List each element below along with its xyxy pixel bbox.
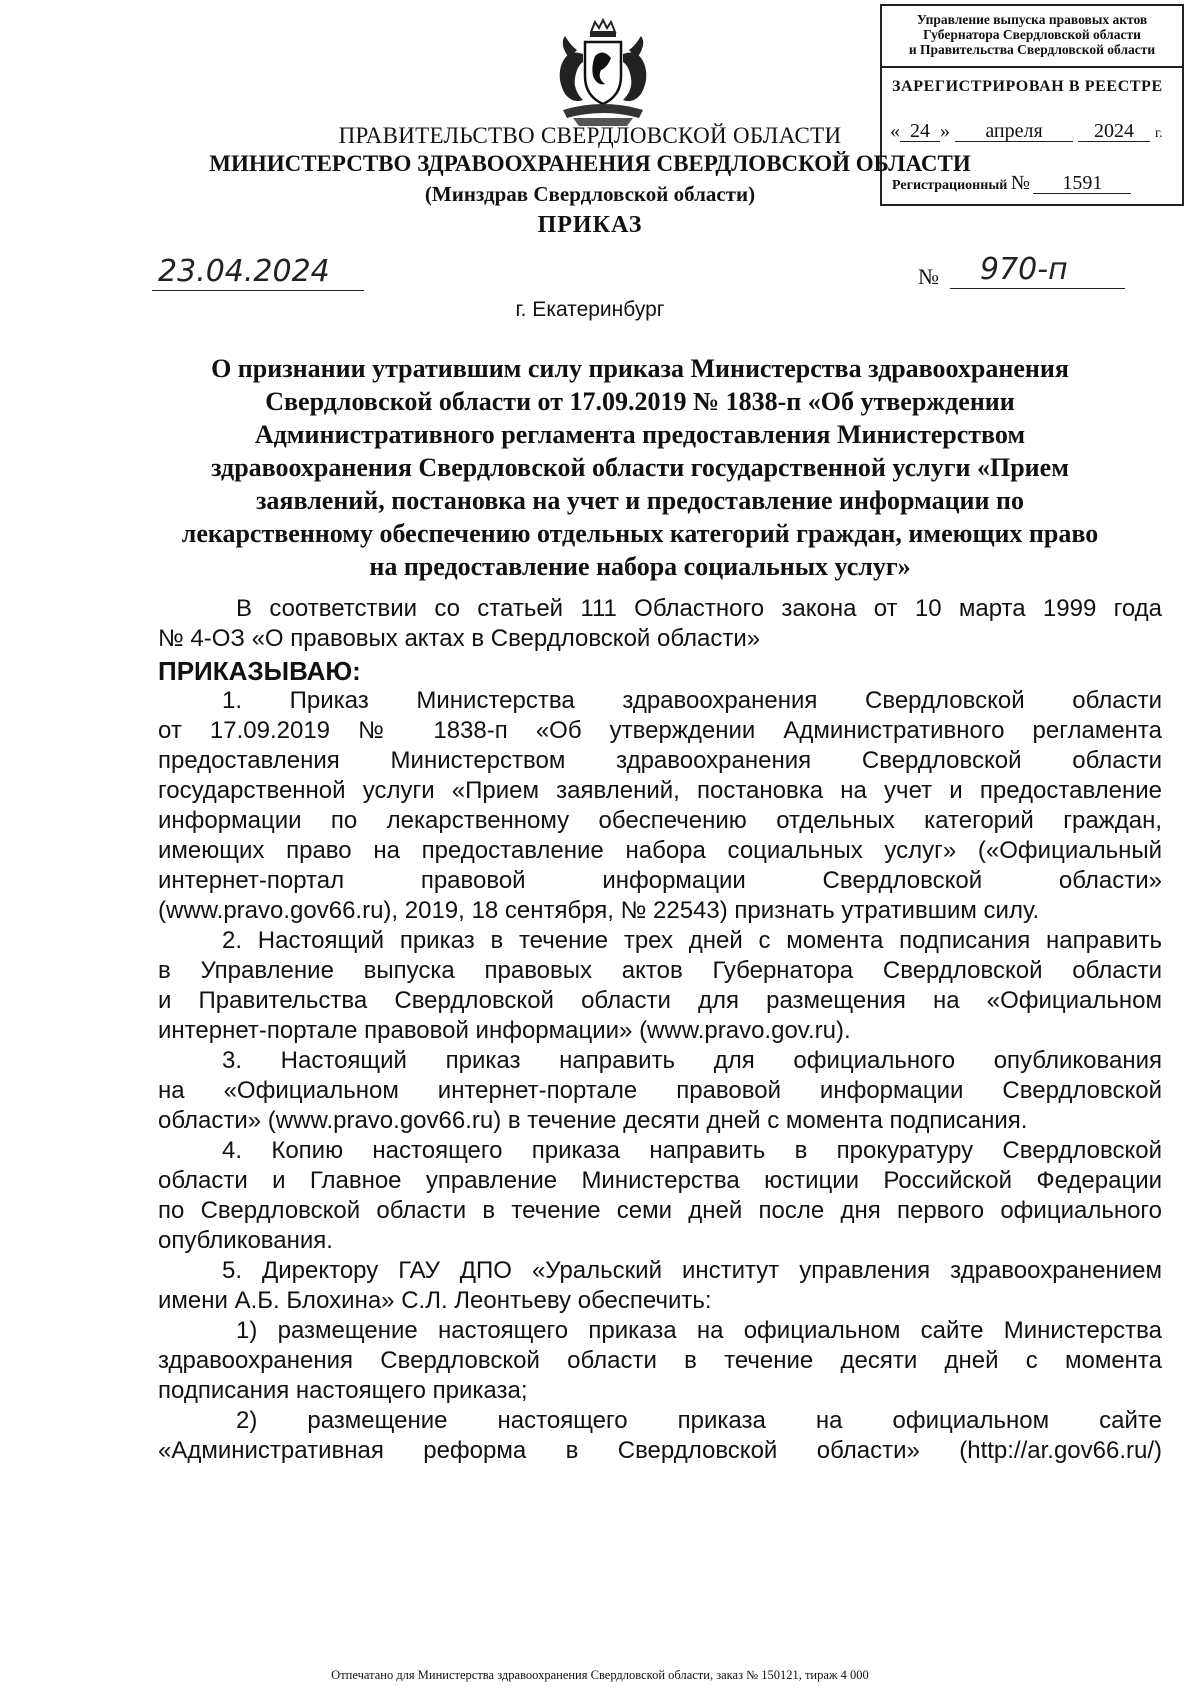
body-line: имеющих право на предоставление набора социальных услуг» («Официальный <box>158 837 1162 864</box>
stamp-reg-number-label: Регистрационный <box>892 178 1008 193</box>
stamp-header <box>882 12 1182 57</box>
body-line: предоставления Министерством здравоохранения Свердловской области <box>158 747 1162 774</box>
title-line: здравоохранения Свердловской области государственной услуги «Прием <box>211 453 1069 482</box>
stamp-registered-label: ЗАРЕГИСТРИРОВАН В РЕЕСТРЕ <box>892 78 1163 95</box>
stamp-close-quote: » <box>940 120 950 142</box>
handwritten-date: 23.04.2024 <box>152 254 364 291</box>
body-line: интернет-портал правовой информации Свердловской области» <box>158 867 1162 894</box>
body-line: 1. Приказ Министерства здравоохранения Свердловской области <box>222 687 1162 714</box>
government-name: ПРАВИТЕЛЬСТВО СВЕРДЛОВСКОЙ ОБЛАСТИ <box>338 123 842 148</box>
title-line: Административного регламента предоставления Министерством <box>254 420 1026 449</box>
title-line: лекарственному обеспечению отдельных категорий граждан, имеющих право <box>181 519 1099 548</box>
body-line: информации по лекарственному обеспечению отдельных категорий граждан, <box>158 807 1162 834</box>
body-line: 2. Настоящий приказ в течение трех дней с момента подписания направить <box>222 927 1162 954</box>
body-line: 5. Директору ГАУ ДПО «Уральский институт управления здравоохранением <box>222 1257 1162 1284</box>
body-line: области и Главное управление Министерства юстиции Российской Федерации <box>158 1167 1162 1194</box>
order-number-sign: № <box>918 264 939 289</box>
body-line: и Правительства Свердловской области для размещения на «Официальном <box>158 987 1162 1014</box>
coat-of-arms-emblem <box>543 18 663 130</box>
body-line: «Административная реформа в Свердловской области» (http://ar.gov66.ru/) <box>158 1437 1162 1464</box>
ministry-name: МИНИСТЕРСТВО ЗДРАВООХРАНЕНИЯ СВЕРДЛОВСКОЙ ОБЛАСТИ <box>209 151 971 176</box>
body-line: подписания настоящего приказа; <box>158 1377 528 1404</box>
body-line: на «Официальном интернет-портале правовой информации Свердловской <box>158 1077 1162 1104</box>
body-line: имени А.Б. Блохина» С.Л. Леонтьеву обеспечить: <box>158 1287 712 1314</box>
order-title: ПРИКАЗ <box>537 212 643 238</box>
title-line: Свердловской области от 17.09.2019 № 1838-п «Об утверждении <box>265 387 1015 416</box>
body-line: 2) размещение настоящего приказа на официальном сайте <box>236 1407 1162 1434</box>
body-line: 4. Копию настоящего приказа направить в прокуратуру Свердловской <box>222 1137 1162 1164</box>
body-line: здравоохранения Свердловской области в течение десяти дней с момента <box>158 1347 1162 1374</box>
stamp-year-suffix: г. <box>1155 126 1163 141</box>
stamp-header-line: Управление выпуска правовых актов <box>916 12 1148 27</box>
handwritten-order-number: 970-п <box>950 252 1125 289</box>
body-line: 1) размещение настоящего приказа на официальном сайте Министерства <box>236 1317 1162 1344</box>
orders-word: ПРИКАЗЫВАЮ: <box>158 656 361 686</box>
body-line: В соответствии со статьей 111 Областного закона от 10 марта 1999 года <box>236 595 1162 622</box>
body-line: в Управление выпуска правовых актов Губернатора Свердловской области <box>158 957 1162 984</box>
body-line: по Свердловской области в течение семи дней после дня первого официального <box>158 1197 1162 1224</box>
body-line: опубликования. <box>158 1227 333 1254</box>
stamp-header-line: и Правительства Свердловской области <box>908 42 1156 57</box>
stamp-day: 24 <box>900 121 940 142</box>
stamp-divider <box>882 66 1182 68</box>
stamp-month: апреля <box>955 121 1073 142</box>
title-line: на предоставление набора социальных услуг» <box>369 552 911 581</box>
stamp-reg-number: 1591 <box>1033 173 1131 194</box>
title-line: заявлений, постановка на учет и предоставление информации по <box>255 486 1024 515</box>
body-line: № 4-ОЗ «О правовых актах в Свердловской области» <box>158 625 761 652</box>
body-line: (www.pravo.gov66.ru), 2019, 18 сентября, № 22543) признать утратившим силу. <box>158 897 1040 924</box>
city: г. Екатеринбург <box>515 298 665 321</box>
ministry-short-name: (Минздрав Свердловской области) <box>424 182 756 206</box>
stamp-open-quote: « <box>890 120 900 142</box>
stamp-header-line: Губернатора Свердловской области <box>923 27 1141 42</box>
body-line: от 17.09.2019 № 1838-п «Об утверждении Административного регламента <box>158 717 1162 744</box>
body-line: 3. Настоящий приказ направить для официального опубликования <box>222 1047 1162 1074</box>
body-line: интернет-портале правовой информации» (www.pravo.gov.ru). <box>158 1017 851 1044</box>
print-footer: Отпечатано для Министерства здравоохранения Свердловской области, заказ № 150121, тираж 4 000 <box>331 1668 869 1682</box>
body-line: государственной услуги «Прием заявлений, постановка на учет и предоставление <box>158 777 1162 804</box>
stamp-number-sign: № <box>1010 172 1030 194</box>
document-title <box>140 352 1140 583</box>
body-line: области» (www.pravo.gov66.ru) в течение десяти дней с момента подписания. <box>158 1107 1028 1134</box>
stamp-year: 2024 <box>1078 121 1150 142</box>
title-line: О признании утратившим силу приказа Министерства здравоохранения <box>211 354 1069 383</box>
